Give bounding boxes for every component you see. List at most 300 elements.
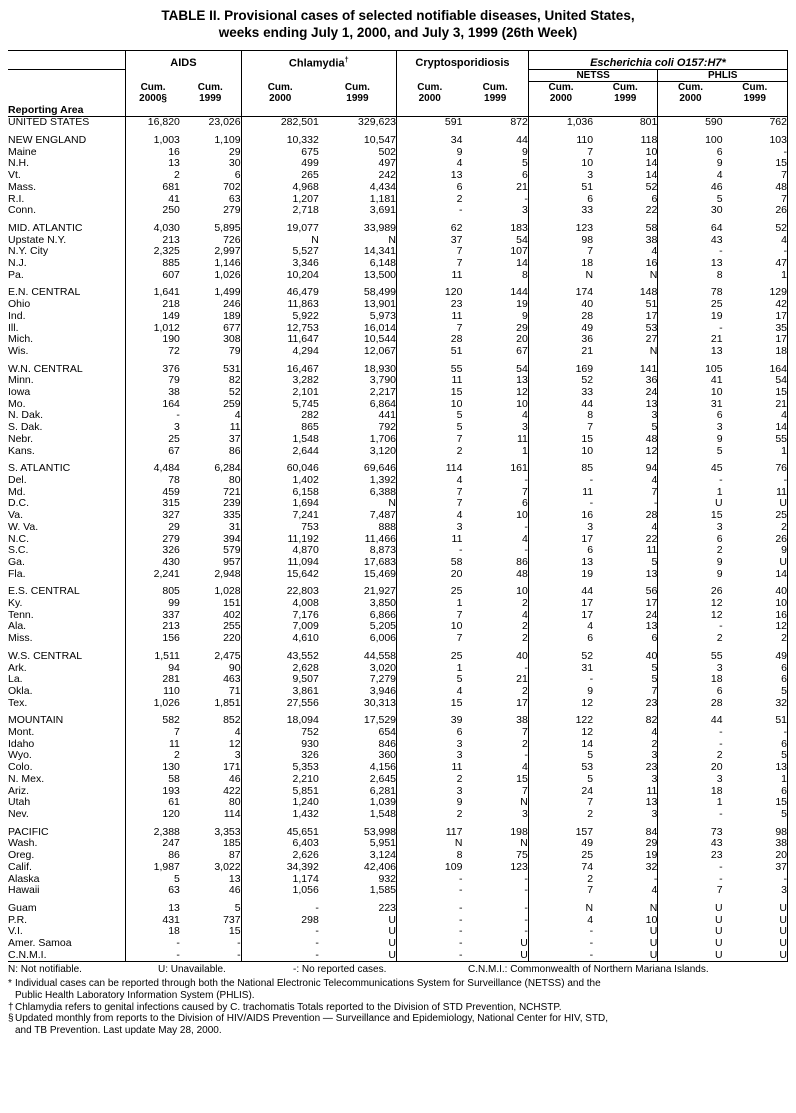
- row-cell: U: [658, 926, 723, 938]
- row-cell: 22: [645, 532, 658, 545]
- row-cell: -: [397, 205, 463, 217]
- row-cell: 3,691: [369, 204, 397, 217]
- row-cell: 3: [658, 422, 723, 434]
- row-cell: 1,432: [241, 809, 319, 821]
- row-cell: 6: [658, 686, 723, 698]
- table-row: [8, 698, 788, 710]
- row-cell: 79: [228, 344, 241, 357]
- row-cell: 151: [223, 597, 241, 610]
- row-cell: U: [723, 950, 788, 962]
- table-row: [8, 545, 788, 557]
- row-cell: 3: [651, 409, 658, 422]
- row-cell: 6: [651, 192, 658, 205]
- row-cell: 957: [223, 555, 241, 568]
- row-cell: 1,240: [241, 797, 319, 809]
- row-cell: 1,181: [369, 192, 397, 205]
- row-cell: 58: [645, 221, 658, 234]
- table-row: [8, 586, 788, 598]
- row-area-label: Ark.: [8, 661, 27, 674]
- row-area-label: Conn.: [8, 204, 37, 217]
- row-area-label: S. Dak.: [8, 421, 43, 434]
- row-cell: 11: [397, 270, 463, 282]
- row-cell: 11,466: [364, 532, 397, 545]
- footnote-asterisk-line1: * Individual cases can be reported through both the National Electronic Telecommunications System for Surveillance (NETSS) and the: [8, 978, 601, 990]
- row-cell: 60,046: [241, 463, 319, 475]
- row-cell: 2: [522, 737, 528, 750]
- row-area-label: Guam: [8, 901, 37, 914]
- header-rule-1: [126, 104, 180, 117]
- row-cell: -: [397, 938, 463, 950]
- row-area-label: Fla.: [8, 567, 26, 580]
- row-cell: 6,158: [241, 487, 319, 499]
- row-cell: 8: [397, 850, 463, 862]
- table-row: [8, 399, 788, 411]
- row-cell: 8: [658, 270, 723, 282]
- row-cell: 10: [645, 913, 658, 926]
- row-cell: 675: [241, 147, 319, 159]
- row-cell: 54: [516, 362, 528, 375]
- row-cell: 3,124: [369, 849, 397, 862]
- row-cell: 16,014: [363, 321, 397, 334]
- row-cell: 58: [126, 774, 180, 786]
- row-cell: 932: [378, 872, 397, 885]
- row-cell: 17: [516, 696, 528, 709]
- table-row: [8, 850, 788, 862]
- row-cell: 149: [126, 311, 180, 323]
- row-cell: 28: [528, 311, 593, 323]
- row-cell: 29: [126, 522, 180, 534]
- row-cell: 6,281: [369, 784, 397, 797]
- row-cell: -: [126, 950, 180, 962]
- row-cell: 2: [522, 684, 528, 697]
- row-cell: 213: [126, 621, 180, 633]
- row-cell: 5: [723, 809, 788, 821]
- footnote-section-line2: and TB Prevention. Last update May 28, 2000.: [15, 1024, 222, 1036]
- row-cell: 45,651: [241, 827, 319, 839]
- row-cell: 7: [723, 194, 788, 206]
- row-cell: 12: [645, 444, 658, 457]
- row-cell: 12: [528, 698, 593, 710]
- row-cell: 4: [234, 726, 241, 739]
- row-cell: 11: [646, 544, 658, 557]
- row-cell: 681: [126, 182, 180, 194]
- row-cell: 14: [723, 569, 788, 581]
- row-cell: 376: [126, 364, 180, 376]
- row-area-label: Va.: [8, 509, 23, 522]
- row-cell: 801: [639, 116, 658, 129]
- row-cell: 4,610: [241, 633, 319, 645]
- row-cell: 3,346: [241, 258, 319, 270]
- row-cell: -: [524, 872, 528, 885]
- table-row: [8, 258, 788, 270]
- row-cell: 6,864: [369, 397, 397, 410]
- row-area-label: Hawaii: [8, 884, 40, 897]
- row-cell: 1,402: [241, 475, 319, 487]
- row-cell: 141: [639, 362, 658, 375]
- row-cell: 2: [658, 545, 723, 557]
- header-aids-underline: [126, 69, 241, 81]
- row-cell: -: [658, 323, 723, 335]
- row-cell: 31: [528, 663, 593, 675]
- row-cell: 5: [397, 410, 463, 422]
- table-row: [8, 235, 788, 247]
- row-cell: 114: [223, 807, 241, 820]
- row-cell: 1,641: [126, 287, 180, 299]
- row-cell: 4,870: [241, 545, 319, 557]
- row-cell: 58: [397, 557, 463, 569]
- row-cell: -: [524, 544, 528, 557]
- row-cell: 11: [397, 762, 463, 774]
- row-cell: 9: [528, 686, 593, 698]
- row-cell: 27,556: [241, 698, 319, 710]
- row-area-label: P.R.: [8, 913, 28, 926]
- row-cell: 502: [378, 145, 397, 158]
- row-cell: 38: [645, 233, 658, 246]
- row-area-label: MID. ATLANTIC: [8, 221, 83, 234]
- row-cell: 885: [126, 258, 180, 270]
- row-cell: 120: [397, 287, 463, 299]
- row-cell: 5: [651, 555, 658, 568]
- row-cell: 49: [528, 838, 593, 850]
- row-cell: 846: [378, 737, 397, 750]
- row-area-label: Mich.: [8, 333, 34, 346]
- row-cell: 6: [522, 497, 528, 510]
- row-cell: 72: [126, 346, 180, 358]
- row-cell: 5: [126, 874, 180, 886]
- row-area-label: S.C.: [8, 544, 29, 557]
- row-cell: 31: [658, 399, 723, 411]
- row-cell: 13: [126, 903, 180, 915]
- row-cell: 6: [658, 410, 723, 422]
- row-cell: -: [524, 925, 528, 938]
- row-cell: 193: [126, 786, 180, 798]
- table-row: [8, 170, 788, 182]
- row-cell: 430: [126, 557, 180, 569]
- row-cell: -: [658, 246, 723, 258]
- row-cell: 25: [397, 586, 463, 598]
- row-area-label: Colo.: [8, 761, 33, 774]
- row-cell: 8: [522, 268, 528, 281]
- row-cell: 1: [658, 487, 723, 499]
- col-header-crypto-2000: Cum. 2000: [397, 81, 463, 104]
- row-cell: 13: [126, 158, 180, 170]
- row-cell: -: [723, 475, 788, 487]
- row-cell: 53: [645, 321, 658, 334]
- row-cell: 7: [397, 498, 463, 510]
- row-cell: 327: [126, 510, 180, 522]
- table-row: [8, 434, 788, 446]
- row-cell: 13: [658, 346, 723, 358]
- row-cell: 29: [228, 145, 241, 158]
- row-area-label: Maine: [8, 145, 37, 158]
- row-cell: 4: [651, 884, 658, 897]
- row-cell: 26: [723, 205, 788, 217]
- row-cell: 99: [126, 598, 180, 610]
- row-cell: 1,026: [126, 698, 180, 710]
- row-cell: 169: [528, 364, 593, 376]
- row-cell: 463: [223, 673, 241, 686]
- row-cell: 282: [241, 410, 319, 422]
- col-header-chlamydia-2000: Cum. 2000: [241, 81, 319, 104]
- row-cell: -: [524, 913, 528, 926]
- notifiable-diseases-table: [8, 50, 788, 962]
- row-cell: 43,552: [241, 651, 319, 663]
- row-cell: 10: [397, 621, 463, 633]
- row-cell: 590: [658, 117, 723, 129]
- row-cell: 18: [528, 258, 593, 270]
- row-cell: 156: [126, 633, 180, 645]
- row-cell: 15: [516, 772, 528, 785]
- row-cell: 98: [723, 827, 788, 839]
- row-cell: 762: [723, 117, 788, 129]
- row-area-label: Minn.: [8, 374, 34, 387]
- table-row: [8, 364, 788, 376]
- row-cell: 13: [658, 258, 723, 270]
- row-cell: 5: [651, 673, 658, 686]
- row-cell: 360: [378, 749, 397, 762]
- row-cell: 47: [723, 258, 788, 270]
- row-cell: 21: [516, 180, 528, 193]
- row-cell: 7,241: [241, 510, 319, 522]
- row-area-label: V.I.: [8, 925, 23, 938]
- row-cell: 75: [516, 849, 528, 862]
- row-area-label: Alaska: [8, 872, 40, 885]
- row-cell: 9,507: [241, 674, 319, 686]
- table-row: [8, 926, 788, 938]
- row-cell: 13: [528, 557, 593, 569]
- row-cell: 144: [510, 286, 528, 299]
- row-cell: 67: [126, 446, 180, 458]
- row-cell: 25: [528, 850, 593, 862]
- row-area-label: Calif.: [8, 860, 32, 873]
- row-cell: 51: [723, 715, 788, 727]
- row-cell: U: [658, 903, 723, 915]
- row-cell: 4: [522, 409, 528, 422]
- row-cell: 1: [723, 774, 788, 786]
- row-cell: 2,101: [241, 387, 319, 399]
- header-rule-9: [658, 104, 723, 117]
- row-cell: 17: [723, 311, 788, 323]
- row-cell: 1: [397, 663, 463, 675]
- row-cell: 12: [658, 598, 723, 610]
- row-cell: 123: [528, 223, 593, 235]
- table-row: [8, 610, 788, 622]
- row-cell: 13,500: [363, 268, 397, 281]
- row-cell: -: [524, 192, 528, 205]
- row-area-label: Kans.: [8, 444, 35, 457]
- row-cell: 71: [228, 684, 241, 697]
- row-cell: -: [397, 903, 463, 915]
- row-cell: 24: [528, 786, 593, 798]
- row-cell: 3,353: [214, 825, 241, 838]
- row-cell: 5,851: [241, 786, 319, 798]
- row-cell: 3: [126, 422, 180, 434]
- header-rule-3: [241, 104, 319, 117]
- row-cell: N: [241, 235, 319, 247]
- row-cell: -: [126, 410, 180, 422]
- header-chlamydia-underline: [241, 69, 396, 81]
- row-cell: 33: [528, 387, 593, 399]
- row-cell: 20: [397, 569, 463, 581]
- row-cell: 15: [723, 387, 788, 399]
- table-row: [8, 862, 788, 874]
- row-cell: 7: [528, 422, 593, 434]
- row-cell: 185: [223, 837, 241, 850]
- legend-item-cnmi: C.N.M.I.: Commonwealth of Northern Mariana Islands.: [468, 964, 709, 976]
- row-cell: 56: [645, 585, 658, 598]
- row-cell: U: [520, 948, 528, 961]
- row-cell: 30: [658, 205, 723, 217]
- table-row: [8, 598, 788, 610]
- row-area-label: N.J.: [8, 257, 27, 270]
- row-cell: 43: [658, 235, 723, 247]
- row-area-label: Upstate N.Y.: [8, 233, 67, 246]
- row-cell: 28: [645, 509, 658, 522]
- row-area-label: Ariz.: [8, 784, 29, 797]
- row-cell: 7: [522, 485, 528, 498]
- row-cell: -: [528, 926, 593, 938]
- row-cell: 4: [522, 608, 528, 621]
- header-crypto-underline: [397, 69, 529, 81]
- row-cell: 76: [723, 463, 788, 475]
- row-cell: 23,026: [208, 116, 241, 129]
- row-cell: 10: [658, 387, 723, 399]
- row-area-label: N. Dak.: [8, 409, 44, 422]
- row-cell: 29: [645, 837, 658, 850]
- row-cell: 7: [397, 246, 463, 258]
- row-cell: 2: [397, 809, 463, 821]
- row-cell: 3,790: [369, 374, 397, 387]
- row-cell: 6,006: [369, 632, 397, 645]
- row-cell: 3: [658, 522, 723, 534]
- row-cell: -: [241, 903, 319, 915]
- row-cell: 21: [528, 346, 593, 358]
- row-cell: 6: [651, 632, 658, 645]
- row-cell: 13: [645, 796, 658, 809]
- row-area-label: E.N. CENTRAL: [8, 286, 81, 299]
- row-cell: 11,647: [241, 334, 319, 346]
- row-cell: 148: [639, 286, 658, 299]
- row-cell: 10: [516, 509, 528, 522]
- row-area-label: Mont.: [8, 726, 35, 739]
- row-cell: 7: [397, 258, 463, 270]
- row-cell: 4,156: [369, 761, 397, 774]
- row-cell: 5: [723, 750, 788, 762]
- title-line-1: TABLE II. Provisional cases of selected notifiable diseases, United States,: [161, 8, 635, 23]
- group-header-chlamydia: Chlamydia†: [241, 50, 396, 69]
- row-cell: 6: [522, 169, 528, 182]
- row-cell: 4: [651, 520, 658, 533]
- row-area-label: W.S. CENTRAL: [8, 649, 83, 662]
- group-header-aids: AIDS: [126, 50, 241, 69]
- row-cell: 582: [126, 715, 180, 727]
- row-cell: -: [723, 147, 788, 159]
- row-cell: 1,499: [214, 286, 241, 299]
- row-cell: 14: [645, 169, 658, 182]
- row-cell: 23: [645, 761, 658, 774]
- row-cell: 4,008: [241, 598, 319, 610]
- table-row: [8, 827, 788, 839]
- row-cell: 1,109: [214, 134, 241, 147]
- row-cell: 2: [397, 446, 463, 458]
- table-row: [8, 774, 788, 786]
- row-cell: 52: [645, 180, 658, 193]
- row-cell: 7: [528, 885, 593, 897]
- row-cell: 37: [397, 235, 463, 247]
- row-area-label: Okla.: [8, 684, 33, 697]
- row-cell: 3: [397, 522, 463, 534]
- row-cell: 213: [126, 235, 180, 247]
- row-area-label: Idaho: [8, 737, 35, 750]
- row-cell: -: [658, 862, 723, 874]
- row-cell: 44: [528, 399, 593, 411]
- table-row: [8, 633, 788, 645]
- row-cell: 2,475: [214, 649, 241, 662]
- row-cell: 5,973: [369, 309, 397, 322]
- table-row: [8, 135, 788, 147]
- row-cell: 337: [126, 610, 180, 622]
- row-cell: 1,174: [241, 874, 319, 886]
- row-cell: -: [397, 885, 463, 897]
- row-cell: 48: [516, 567, 528, 580]
- row-cell: 11: [723, 487, 788, 499]
- row-cell: 28: [658, 698, 723, 710]
- row-cell: 753: [241, 522, 319, 534]
- row-cell: 157: [528, 827, 593, 839]
- row-area-label: Tenn.: [8, 608, 34, 621]
- row-cell: 677: [223, 321, 241, 334]
- row-cell: 84: [645, 825, 658, 838]
- row-cell: U: [388, 937, 397, 950]
- table-row: [8, 387, 788, 399]
- row-cell: 7: [651, 485, 658, 498]
- subgroup-header-netss: NETSS: [528, 69, 658, 81]
- row-cell: 6: [658, 147, 723, 159]
- row-cell: 20: [723, 850, 788, 862]
- header-rule-4: [319, 104, 397, 117]
- row-cell: 90: [228, 661, 241, 674]
- row-cell: -: [723, 874, 788, 886]
- row-cell: 21,927: [363, 585, 397, 598]
- header-rule-2: [180, 104, 241, 117]
- table-row: [8, 727, 788, 739]
- row-cell: -: [528, 950, 593, 962]
- table-row: [8, 686, 788, 698]
- table-row: [8, 205, 788, 217]
- row-cell: 20: [658, 762, 723, 774]
- table-row: [8, 182, 788, 194]
- row-cell: -: [658, 809, 723, 821]
- row-cell: 721: [223, 485, 241, 498]
- row-cell: 3,282: [241, 375, 319, 387]
- row-cell: 15: [397, 387, 463, 399]
- row-cell: 64: [658, 223, 723, 235]
- row-cell: 6,388: [369, 485, 397, 498]
- row-cell: 10,332: [241, 135, 319, 147]
- row-cell: 1,036: [528, 117, 593, 129]
- row-cell: 51: [645, 298, 658, 311]
- row-cell: 15,469: [363, 567, 397, 580]
- row-cell: 79: [126, 375, 180, 387]
- table-row: [8, 750, 788, 762]
- row-cell: 55: [723, 434, 788, 446]
- row-cell: 33,989: [363, 221, 397, 234]
- table-row: [8, 410, 788, 422]
- row-cell: 1,056: [241, 885, 319, 897]
- col-header-aids-2000: Cum. 2000§: [126, 81, 180, 104]
- row-cell: 1,511: [126, 651, 180, 663]
- row-cell: N: [397, 838, 463, 850]
